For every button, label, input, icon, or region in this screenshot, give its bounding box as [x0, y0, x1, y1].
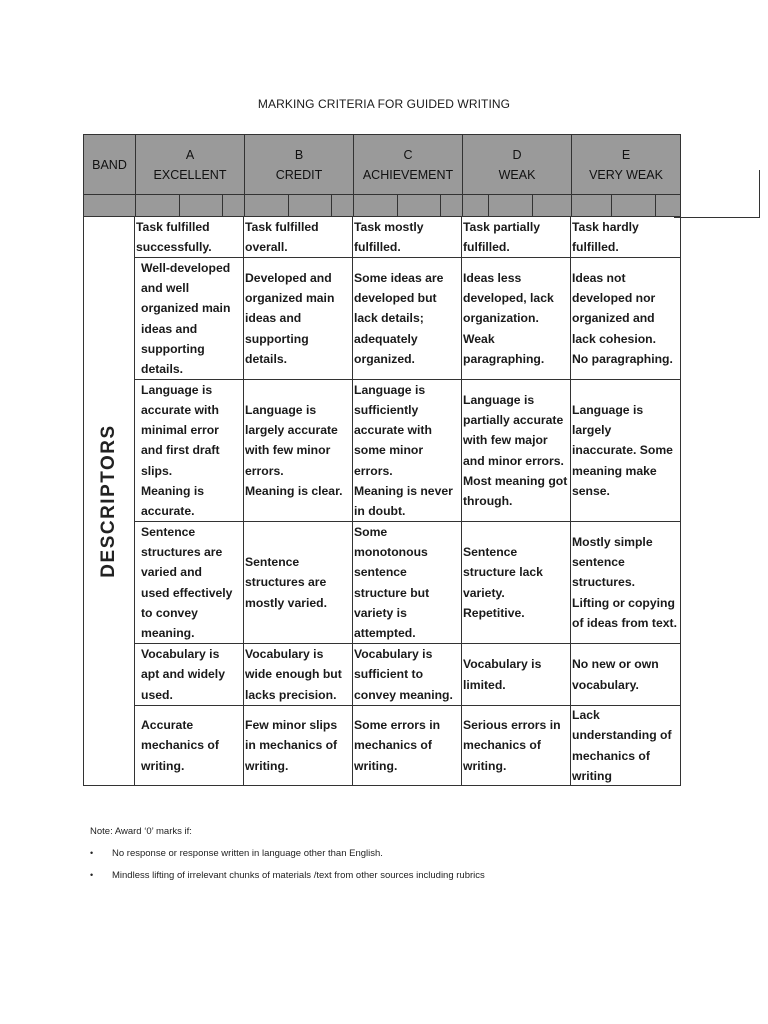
- descriptor-line: sense.: [572, 483, 610, 498]
- descriptor-line: paragraphing.: [463, 351, 545, 366]
- descriptor-line: Some: [354, 524, 388, 539]
- descriptor-line: lack cohesion.: [572, 331, 656, 346]
- descriptor-line: Some errors in: [354, 718, 441, 733]
- descriptor-line: writing.: [354, 758, 398, 773]
- descriptor-line: developed, lack: [463, 291, 554, 306]
- descriptor-cell-band-d: [462, 380, 571, 522]
- band-name: VERY WEAK: [589, 167, 663, 182]
- mark-cell: [288, 195, 331, 217]
- descriptor-line: varied and: [141, 565, 202, 580]
- descriptor-line: to convey: [141, 605, 198, 620]
- descriptor-cell-band-e: [571, 217, 681, 258]
- descriptor-cell-band-a: [135, 380, 244, 522]
- mark-cell: [222, 195, 244, 217]
- bullet-icon: •: [90, 848, 94, 858]
- descriptor-line: details.: [245, 351, 287, 366]
- descriptor-line: mechanics of: [463, 738, 541, 753]
- descriptor-cell-band-d: [462, 258, 571, 380]
- descriptor-line: Language is: [245, 402, 317, 417]
- descriptor-line: vocabulary.: [572, 677, 639, 692]
- mark-cell: [397, 195, 440, 217]
- descriptor-cell-band-d: [462, 706, 571, 786]
- descriptor-cell-band-b: [244, 258, 353, 380]
- descriptor-line: limited.: [463, 677, 506, 692]
- descriptor-cell-band-b: [244, 217, 353, 258]
- descriptor-line: variety is: [354, 605, 407, 620]
- descriptor-line: in mechanics of: [245, 738, 338, 753]
- descriptor-line: Language is: [141, 382, 213, 397]
- descriptor-line: Meaning is clear.: [245, 483, 343, 498]
- descriptor-line: and first draft: [141, 443, 220, 458]
- mark-subheader-row: [83, 195, 681, 217]
- band-label: BAND: [92, 157, 127, 172]
- descriptor-line: No new or own: [572, 657, 659, 672]
- descriptor-row: [135, 522, 681, 644]
- descriptor-line: Task fulfilled: [136, 219, 210, 234]
- note-item: [90, 848, 485, 859]
- note-text: Mindless lifting of irrelevant chunks of materials /text from other sources including rubrics: [112, 870, 485, 881]
- descriptor-cell-band-e: [571, 380, 681, 522]
- descriptor-line: Ideas not: [572, 270, 626, 285]
- descriptor-row: [135, 258, 681, 380]
- descriptor-line: Ideas less: [463, 270, 522, 285]
- descriptor-cell-band-b: [244, 380, 353, 522]
- band-letter: D: [512, 147, 522, 162]
- descriptor-cell-band-d: [462, 522, 571, 644]
- band-name: EXCELLENT: [153, 167, 227, 182]
- mark-cell: [83, 195, 135, 217]
- descriptor-line: writing: [572, 768, 612, 783]
- descriptor-line: Lack: [572, 708, 600, 723]
- descriptor-line: fulfilled.: [572, 240, 619, 254]
- descriptor-line: and well: [141, 281, 190, 296]
- descriptor-line: Well-developed: [141, 260, 231, 275]
- descriptor-line: with few minor: [245, 443, 331, 458]
- page-title: MARKING CRITERIA FOR GUIDED WRITING: [257, 97, 511, 111]
- descriptor-line: fulfilled.: [354, 240, 401, 254]
- descriptor-row: [135, 644, 681, 706]
- descriptor-line: accurate.: [141, 504, 195, 519]
- note-text: No response or response written in language other than English.: [112, 848, 383, 859]
- descriptor-line: Task hardly: [572, 219, 639, 234]
- descriptor-line: some minor: [354, 443, 424, 458]
- descriptor-line: organized main: [245, 291, 335, 306]
- band-name: CREDIT: [275, 167, 323, 182]
- descriptor-cell-band-c: [353, 706, 462, 786]
- descriptor-line: mostly varied.: [245, 595, 327, 610]
- descriptor-line: sufficiently: [354, 403, 419, 417]
- descriptor-line: Sentence: [463, 545, 518, 560]
- descriptor-cell-band-c: [353, 258, 462, 380]
- descriptor-line: sufficient to: [354, 667, 424, 682]
- descriptor-line: Task mostly: [354, 219, 424, 234]
- mark-cell: [571, 195, 611, 217]
- descriptor-cell-band-d: [462, 217, 571, 258]
- descriptor-cell-band-a: [135, 258, 244, 380]
- descriptor-line: Lifting or copying: [572, 595, 675, 610]
- band-name: WEAK: [498, 167, 536, 182]
- descriptor-line: errors.: [354, 463, 393, 478]
- descriptor-line: accurate with: [141, 403, 219, 417]
- descriptor-line: Few minor slips: [245, 718, 338, 733]
- descriptor-line: Vocabulary is: [141, 647, 220, 662]
- mark-cell: [135, 195, 179, 217]
- descriptor-line: Developed and: [245, 270, 332, 285]
- descriptor-cell-band-e: [571, 706, 681, 786]
- descriptor-line: Task partially: [463, 219, 540, 234]
- descriptor-line: Meaning is never: [354, 483, 453, 498]
- descriptor-row: [135, 217, 681, 258]
- mark-cell: [179, 195, 222, 217]
- band-header-b: [244, 134, 353, 195]
- descriptor-line: Weak: [463, 331, 495, 346]
- descriptor-line: partially accurate: [463, 413, 564, 428]
- descriptor-line: largely: [572, 423, 612, 438]
- descriptor-cell-band-a: [135, 706, 244, 786]
- descriptor-cell-band-c: [353, 644, 462, 706]
- descriptor-cell-band-b: [244, 522, 353, 644]
- descriptor-line: Meaning is: [141, 483, 204, 498]
- descriptor-line: inaccurate. Some: [572, 443, 673, 458]
- descriptor-body: [83, 217, 681, 786]
- descriptor-line: and minor errors.: [463, 453, 564, 468]
- descriptor-line: understanding of: [572, 728, 672, 743]
- descriptor-line: structures are: [141, 545, 223, 560]
- descriptor-line: structures.: [572, 575, 635, 590]
- band-letter: A: [185, 147, 195, 162]
- descriptor-line: apt and widely: [141, 667, 225, 682]
- descriptors-label: DESCRIPTORS: [98, 424, 119, 578]
- descriptor-line: Language is: [354, 382, 426, 397]
- descriptor-line: Language is: [572, 402, 644, 417]
- descriptor-row: [135, 706, 681, 786]
- descriptor-line: lack details;: [354, 311, 424, 326]
- descriptor-line: Task fulfilled: [245, 219, 319, 234]
- descriptor-line: ideas and: [141, 321, 198, 336]
- descriptor-line: details.: [141, 361, 183, 376]
- descriptor-line: writing.: [141, 758, 185, 773]
- descriptor-cell-band-b: [244, 706, 353, 786]
- descriptor-cell-band-b: [244, 644, 353, 706]
- descriptor-line: structures are: [245, 575, 327, 590]
- descriptor-line: Vocabulary is: [463, 657, 542, 672]
- band-header-d: [462, 134, 571, 195]
- mark-cell: [331, 195, 353, 217]
- descriptor-line: structure but: [354, 585, 430, 600]
- descriptor-line: overall.: [245, 240, 288, 254]
- descriptor-line: used effectively: [141, 585, 233, 600]
- descriptor-grid: [135, 217, 681, 786]
- descriptor-line: developed but: [354, 291, 437, 306]
- mark-cell: [440, 195, 462, 217]
- descriptor-line: wide enough but: [245, 667, 342, 682]
- descriptor-line: organized main: [141, 301, 231, 316]
- descriptor-cell-band-a: [135, 217, 244, 258]
- band-header-e: [571, 134, 681, 195]
- descriptor-line: Accurate: [141, 718, 194, 733]
- descriptor-line: Vocabulary is: [354, 647, 433, 662]
- descriptor-line: convey meaning.: [354, 687, 453, 702]
- descriptor-line: writing.: [463, 758, 507, 773]
- descriptor-line: monotonous: [354, 545, 428, 560]
- band-header-c: [353, 134, 462, 195]
- descriptor-line: Vocabulary is: [245, 647, 324, 662]
- descriptor-line: Sentence: [245, 555, 300, 570]
- descriptor-line: writing.: [245, 758, 289, 773]
- descriptor-line: used.: [141, 687, 173, 702]
- descriptor-line: Repetitive.: [463, 605, 525, 620]
- descriptor-cell-band-e: [571, 522, 681, 644]
- descriptor-line: sentence: [354, 565, 407, 580]
- descriptor-line: supporting: [141, 341, 205, 356]
- rubric-table: [83, 134, 681, 786]
- descriptor-line: with few major: [463, 433, 548, 448]
- bullet-icon: •: [90, 870, 94, 880]
- descriptor-line: organized.: [354, 351, 415, 366]
- descriptor-line: developed nor: [572, 291, 656, 306]
- descriptor-line: through.: [463, 493, 513, 508]
- mark-cell: [244, 195, 288, 217]
- descriptor-cell-band-e: [571, 258, 681, 380]
- band-header: [83, 134, 135, 195]
- descriptor-line: successfully.: [136, 240, 212, 254]
- band-name: ACHIEVEMENT: [362, 167, 454, 182]
- band-letter: B: [294, 147, 304, 162]
- descriptor-line: Most meaning got: [463, 473, 568, 488]
- descriptor-line: lacks precision.: [245, 687, 337, 702]
- band-letter: C: [403, 147, 413, 162]
- descriptor-line: meaning.: [141, 625, 195, 640]
- descriptor-line: attempted.: [354, 625, 416, 640]
- descriptor-cell-band-e: [571, 644, 681, 706]
- descriptor-line: fulfilled.: [463, 240, 510, 254]
- mark-cell: [488, 195, 532, 217]
- descriptor-line: of ideas from text.: [572, 615, 677, 630]
- descriptor-cell-band-a: [135, 522, 244, 644]
- notes-section: [90, 826, 485, 892]
- descriptor-line: organization.: [463, 311, 539, 326]
- descriptor-line: Serious errors in: [463, 718, 561, 733]
- header-row: [83, 134, 681, 195]
- descriptor-line: minimal error: [141, 423, 219, 438]
- descriptor-line: meaning make: [572, 463, 657, 478]
- descriptor-line: mechanics of: [141, 738, 219, 753]
- note-lead: Note: Award ‘0’ marks if:: [90, 826, 192, 837]
- mark-cell: [353, 195, 397, 217]
- mark-cell: [462, 195, 488, 217]
- descriptor-line: Mostly simple: [572, 534, 653, 549]
- descriptor-line: structure lack: [463, 565, 543, 580]
- band-header-a: [135, 134, 244, 195]
- descriptor-line: accurate with: [354, 423, 432, 438]
- descriptor-line: organized and: [572, 311, 655, 326]
- descriptor-line: No paragraphing.: [572, 351, 673, 366]
- descriptor-line: slips.: [141, 463, 173, 478]
- descriptor-cell-band-d: [462, 644, 571, 706]
- descriptor-row: [135, 380, 681, 522]
- descriptor-line: ideas and: [245, 311, 302, 326]
- note-item: [90, 870, 485, 881]
- descriptors-column: [83, 217, 135, 786]
- descriptor-line: adequately: [354, 331, 418, 346]
- descriptor-line: supporting: [245, 331, 309, 346]
- descriptor-line: in doubt.: [354, 504, 406, 519]
- descriptor-line: Sentence: [141, 524, 196, 539]
- descriptor-cell-band-c: [353, 522, 462, 644]
- descriptor-line: largely accurate: [245, 423, 338, 438]
- descriptor-cell-band-a: [135, 644, 244, 706]
- descriptor-line: mechanics of: [572, 748, 650, 763]
- descriptor-line: variety.: [463, 585, 505, 600]
- descriptor-line: Language is: [463, 392, 535, 407]
- mark-cell: [532, 195, 571, 217]
- band-letter: E: [621, 147, 631, 162]
- descriptor-line: errors.: [245, 463, 284, 478]
- descriptor-line: sentence: [572, 555, 625, 570]
- descriptor-line: mechanics of: [354, 738, 432, 753]
- table-edge-line: [674, 170, 760, 218]
- descriptor-cell-band-c: [353, 217, 462, 258]
- descriptor-line: Some ideas are: [354, 270, 444, 285]
- descriptor-cell-band-c: [353, 380, 462, 522]
- mark-cell: [611, 195, 655, 217]
